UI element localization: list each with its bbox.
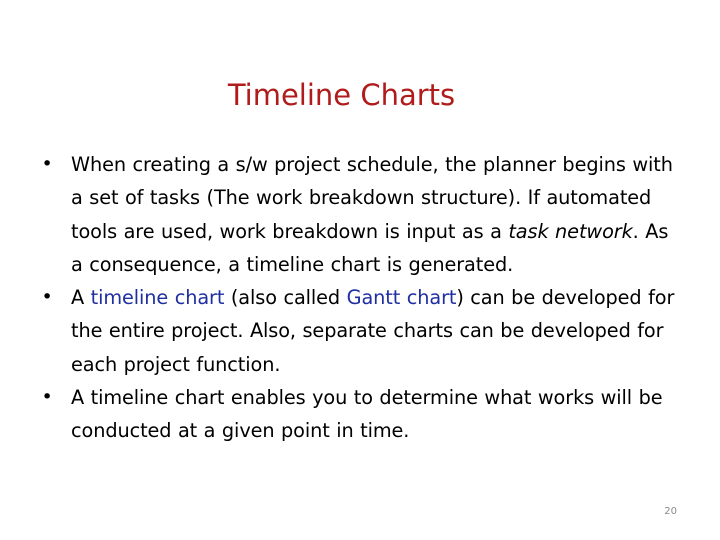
highlight-term-timeline-chart: timeline chart bbox=[90, 286, 225, 310]
bullet-text: A bbox=[71, 286, 91, 310]
slide-number: 20 bbox=[664, 506, 677, 517]
bullet-point-icon: • bbox=[41, 386, 53, 409]
bullet-item-gantt bbox=[40, 281, 685, 381]
bullet-point-icon: • bbox=[41, 286, 53, 309]
bullet-list bbox=[40, 148, 685, 448]
bullet-item-purpose bbox=[40, 381, 685, 448]
slide-title: Timeline Charts bbox=[227, 78, 456, 112]
bullet-italic-term: task network bbox=[508, 219, 633, 243]
bullet-text: ) can be developed for the entire project. Also, separate charts can be developed for each project function. bbox=[71, 286, 675, 376]
bullet-point-icon: • bbox=[41, 153, 53, 175]
bullet-text: When creating a s/w project schedule, the planner begins with a set of tasks (The work breakdown structure). If automated tools are used, work breakdown is input as a bbox=[71, 153, 673, 243]
bullet-text: (also called bbox=[224, 286, 347, 310]
bullet-text: A timeline chart enables you to determine what works will be conducted at a given point in time. bbox=[71, 386, 663, 443]
bullet-item-schedule bbox=[40, 148, 685, 281]
bullet-text: . As a consequence, a timeline chart is generated. bbox=[71, 219, 669, 276]
highlight-term-gantt-chart: Gantt chart bbox=[346, 286, 457, 310]
